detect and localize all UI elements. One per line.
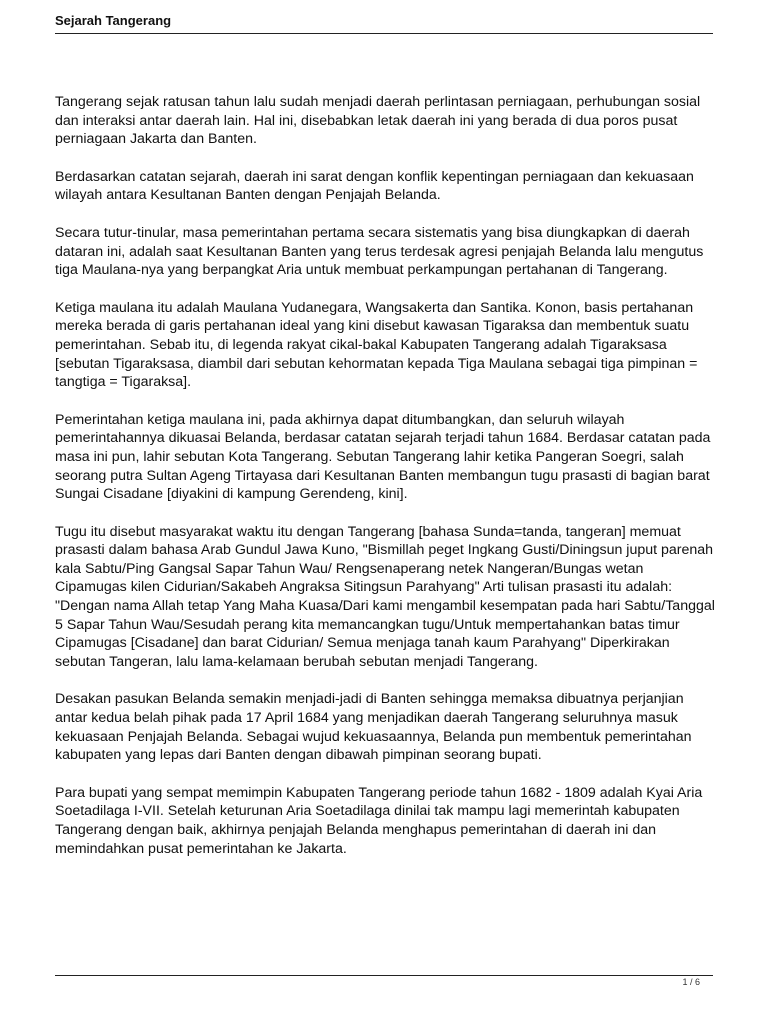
paragraph: Tangerang sejak ratusan tahun lalu sudah menjadi daerah perlintasan perniagaan, perhubungan sosial dan interaksi antar daerah lain. Hal ini, disebabkan letak daerah ini yang berada di dua poros pusat perniagaan Jakarta dan Banten. — [55, 94, 701, 148]
document-body — [55, 93, 715, 877]
paragraph: Tugu itu disebut masyarakat waktu itu dengan Tangerang [bahasa Sunda=tanda, tangeran] memuat prasasti dalam bahasa Arab Gundul Jawa Kuno, "Bismillah peget Ingkang Gusti/Diningsun juput parenah kala Sabtu/Ping Gangsal Sapar Tahun Wau/ Rengsenaperang netek Nangeran/Bungas wetan Cipamugas kilen Cidurian/Sakabeh Angraksa Sitingsun Parahyang" Arti tulisan prasasti itu adalah: "Dengan nama Allah tetap Yang Maha Kuasa/Dari kami mengambil kesempatan pada hari Sabtu/Tanggal 5 Sapar Tahun Wau/Sesudah perang kita memancangkan tugu/Untuk mempertahankan batas timur Cipamugas [Cisadane] dan barat Cidurian/ Semua menjaga tanah kaum Parahyang" Diperkirakan sebutan Tangeran, lalu lama-kelamaan berubah sebutan menjadi Tangerang. — [55, 523, 715, 670]
paragraph: Para bupati yang sempat memimpin Kabupaten Tangerang periode tahun 1682 - 1809 adalah Kyai Aria Soetadilaga I-VII. Setelah keturunan Aria Soetadilaga dinilai tak mampu lagi memerintah kabupaten Tangerang dengan baik, akhirnya penjajah Belanda menghapus pemerintahan di daerah ini dan memindahkan pusat pemerintahan ke Jakarta. — [55, 784, 703, 857]
paragraph: Ketiga maulana itu adalah Maulana Yudanegara, Wangsakerta dan Santika. Konon, basis pertahanan mereka berada di garis pertahanan ideal yang kini disebut kawasan Tigaraksa dan membentuk suatu pemerintahan. Sebab itu, di legenda rakyat cikal-bakal Kabupaten Tangerang adalah Tigaraksasa [sebutan Tigaraksasa, diambil dari sebutan kehormatan kepada Tiga Maulana sebagai tiga pimpinan = tangtiga = Tigaraksa]. — [55, 299, 698, 391]
page-number: 1 / 6 — [682, 977, 700, 987]
paragraph: Secara tutur-tinular, masa pemerintahan pertama secara sistematis yang bisa diungkapkan di daerah dataran ini, adalah saat Kesultanan Banten yang terus terdesak agresi penjajah Belanda lalu mengutus tiga Maulana-nya yang berpangkat Aria untuk membuat perkampungan pertahanan di Tangerang. — [55, 224, 704, 279]
document-title: Sejarah Tangerang — [55, 13, 172, 28]
page-header — [55, 12, 713, 34]
paragraph: Desakan pasukan Belanda semakin menjadi-jadi di Banten sehingga memaksa dibuatnya perjanjian antar kedua belah pihak pada 17 April 1684 yang menjadikan daerah Tangerang seluruhnya masuk kekuasaan Penjajah Belanda. Sebagai wujud kekuasaannya, Belanda pun membentuk pemerintahan kabupaten yang lepas dari Banten dengan dibawah pimpinan seorang bupati. — [55, 691, 692, 764]
page-footer — [55, 975, 713, 987]
paragraph: Pemerintahan ketiga maulana ini, pada akhirnya dapat ditumbangkan, dan seluruh wilayah pemerintahannya dikuasai Belanda, berdasar catatan sejarah terjadi tahun 1684. Berdasar catatan pada masa ini pun, lahir sebutan Kota Tangerang. Sebutan Tangerang lahir ketika Pangeran Soegri, salah seorang putra Sultan Ageng Tirtayasa dari Kesultanan Banten membangun tugu prasasti di bagian barat Sungai Cisadane [diyakini di kampung Gerendeng, kini]. — [55, 411, 711, 503]
paragraph: Berdasarkan catatan sejarah, daerah ini sarat dengan konflik kepentingan perniagaan dan kekuasaan wilayah antara Kesultanan Banten dengan Penjajah Belanda. — [55, 168, 694, 204]
